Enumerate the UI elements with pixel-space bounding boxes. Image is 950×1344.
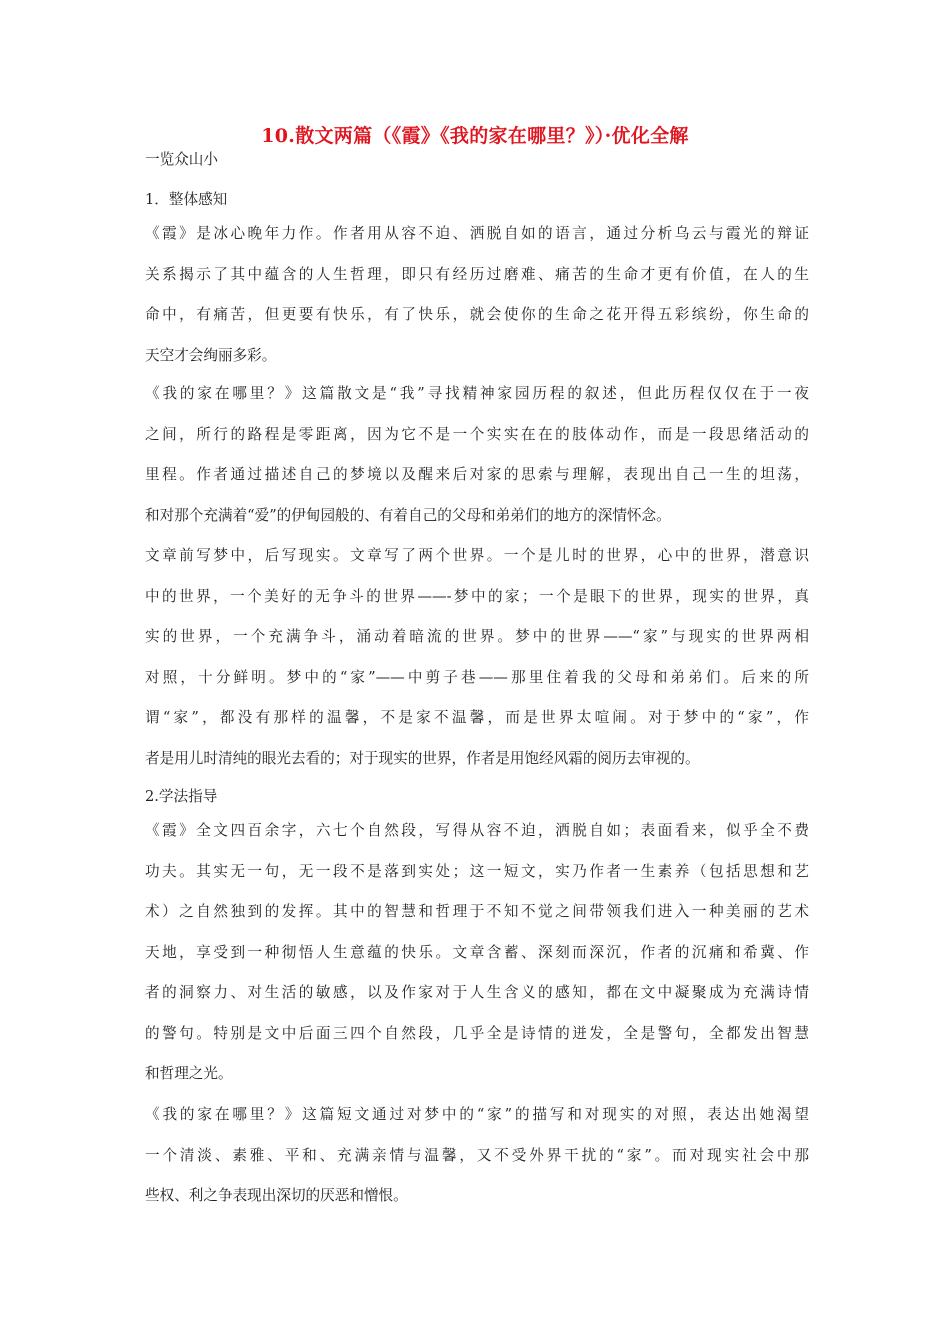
paragraph-line: 者是用儿时清纯的眼光去看的；对于现实的世界，作者是用饱经风霜的阅历去审视的。 (145, 749, 700, 767)
paragraph-line: 和对那个充满着“爱”的伊甸园般的、有着自己的父母和弟弟们的地方的深情怀念。 (145, 506, 671, 524)
section-heading-block (145, 143, 809, 177)
paragraph-line: 中的世界，一个美好的无争斗的世界——-梦中的家；一个是眼下的世界，现实的世界，真 (145, 587, 809, 605)
paragraph-line: 功夫。其实无一句，无一段不是落到实处；这一短文，实乃作者一生素养（包括思想和艺 (145, 862, 809, 880)
paragraph-line: 《我的家在哪里？》这篇散文是“我”寻找精神家园历程的叙述，但此历程仅仅在于一夜 (145, 385, 809, 402)
paragraph-line: 关系揭示了其中蕴含的人生哲理，即只有经历过磨难、痛苦的生命才更有价值，在人的生 (145, 265, 809, 283)
paragraph-line: 天地，享受到一种彻悟人生意蕴的快乐。文章含蓄、深刻而深沉，作者的沉痛和希冀、作 (145, 943, 809, 961)
paragraph-line: 对照，十分鲜明。梦中的“家”——中剪子巷——那里住着我的父母和弟弟们。后来的所 (145, 668, 809, 686)
paragraph-5 (145, 1095, 809, 1217)
paragraph-line: 谓“家”，都没有那样的温馨，不是家不温馨，而是世界太喧闹。对于梦中的“家”，作 (145, 709, 809, 726)
paragraph-line: 命中，有痛苦，但更要有快乐，有了快乐，就会使你的生命之花开得五彩缤纷，你生命的 (145, 306, 809, 323)
paragraph-line: 《我的家在哪里？》这篇短文通过对梦中的“家”的描写和对现实的对照，表达出她渴望 (145, 1106, 809, 1123)
paragraph-line: 之间，所行的路程是零距离，因为它不是一个实实在在的肢体动作，而是一段思绪活动的 (145, 425, 809, 443)
paragraph-line: 里程。作者通过描述自己的梦境以及醒来后对家的思索与理解，表现出自己一生的坦荡， (145, 466, 809, 483)
paragraph-line: 《霞》全文四百余字，六七个自然段，写得从容不迫，洒脱自如；表面看来，似乎全不费 (145, 822, 809, 839)
paragraph-line: 术）之自然独到的发挥。其中的智慧和哲理于不知不觉之间带领我们进入一种美丽的艺术 (145, 903, 809, 920)
paragraph-1 (145, 214, 809, 376)
paragraph-line: 天空才会绚丽多彩。 (145, 346, 277, 364)
paragraph-3 (145, 536, 809, 779)
subheading-overall-perception: 1．整体感知 (145, 191, 228, 208)
section-heading: 一览众山小 (145, 151, 218, 168)
subheading-1-block (145, 183, 809, 217)
document-title: 10.散文两篇（《霞》《我的家在哪里？》）·优化全解 (261, 125, 689, 147)
subheading-study-method: 2.学法指导 (145, 788, 218, 805)
paragraph-2 (145, 374, 809, 536)
paragraph-line: 《霞》是冰心晚年力作。作者用从容不迫、洒脱自如的语言，通过分析乌云与霞光的辩证 (145, 225, 809, 242)
paragraph-line: 一个清淡、素雅、平和、充满亲情与温馨，又不受外界干扰的“家”。而对现实社会中那 (145, 1146, 809, 1164)
paragraph-line: 和哲理之光。 (145, 1065, 233, 1082)
paragraph-line: 的警句。特别是文中后面三四个自然段，几乎全是诗情的迸发，全是警句，全都发出智慧 (145, 1024, 809, 1042)
paragraph-line: 文章前写梦中，后写现实。文章写了两个世界。一个是儿时的世界，心中的世界，潜意识 (145, 547, 809, 564)
paragraph-4 (145, 811, 809, 1095)
subheading-2-block (145, 780, 809, 814)
paragraph-line: 些权、利之争表现出深切的厌恶和憎恨。 (145, 1187, 408, 1204)
paragraph-line: 者的洞察力、对生活的敏感，以及作家对于人生含义的感知，都在文中凝聚成为充满诗情 (145, 984, 809, 1001)
paragraph-line: 实的世界，一个充满争斗，涌动着暗流的世界。梦中的世界——“家”与现实的世界两相 (145, 628, 809, 645)
